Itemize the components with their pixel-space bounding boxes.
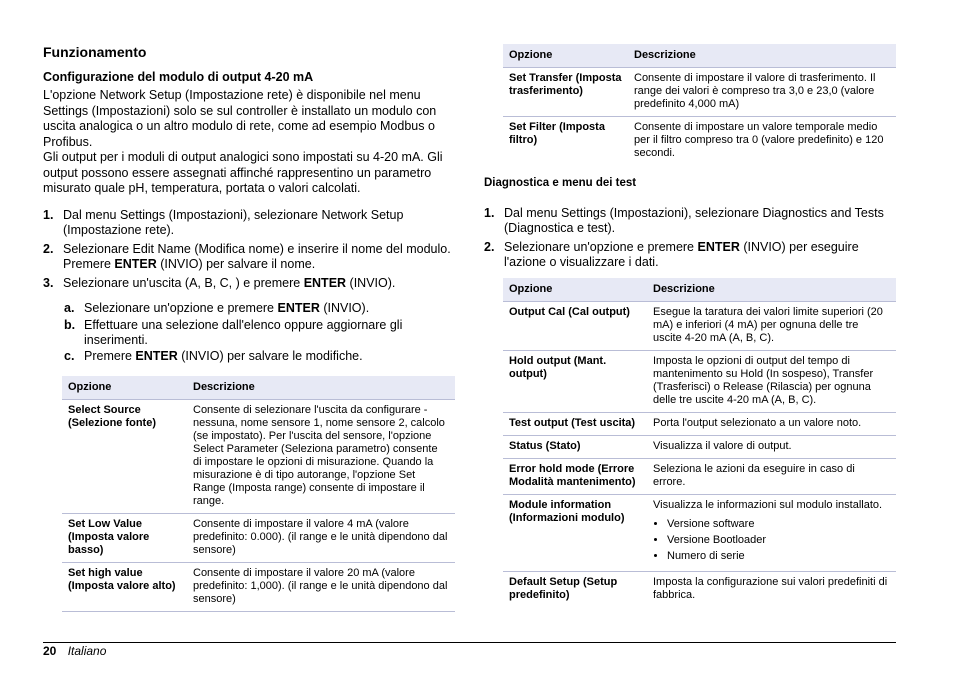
column-header: Descrizione	[628, 44, 896, 68]
table-row	[503, 413, 896, 436]
substep-text-b: (INVIO).	[319, 301, 370, 315]
step-text: Dal menu Settings (Impostazioni), selezionare Network Setup (Impostazione rete).	[63, 208, 404, 237]
section-heading: Funzionamento	[43, 44, 147, 60]
option-name: Select Source (Selezione fonte)	[62, 400, 187, 514]
footer-divider	[43, 642, 896, 643]
step-key: ENTER	[114, 257, 157, 271]
step-number: 3.	[43, 276, 54, 290]
option-description: Visualizza il valore di output.	[647, 436, 896, 459]
step-2	[43, 242, 455, 274]
option-name: Test output (Test uscita)	[503, 413, 647, 436]
table-row	[62, 400, 455, 514]
option-description: Imposta le opzioni di output del tempo di mantenimento su Hold (In sospeso), Transfer (Trasferisci) o Release (Rilascia) per ognuna delle tre uscite 4-20 mA (A, B, C).	[647, 351, 896, 413]
table-row	[503, 351, 896, 413]
list-item: • Versione Bootloader	[667, 534, 890, 547]
substep-key: ENTER	[277, 301, 320, 315]
step-text-b: (INVIO).	[346, 276, 396, 290]
option-name: Default Setup (Setup predefinito)	[509, 576, 618, 601]
option-description: Porta l'output selezionato a un valore noto.	[647, 413, 896, 436]
substep-a	[64, 301, 455, 317]
substep-text	[84, 301, 455, 316]
option-name: Set Low Value (Imposta valore basso)	[62, 514, 187, 563]
option-name: Module information (Informazioni modulo)	[503, 495, 647, 572]
step-3	[43, 276, 455, 292]
substep-letter: c.	[64, 349, 75, 363]
option-description: Consente di impostare il valore 4 mA (valore predefinito: 0.000). (il range e le unità dipendono dal sensore)	[187, 514, 455, 563]
output-paragraph: Gli output per i moduli di output analogici sono impostati su 4-20 mA. Gli output possono essere assegnati affinché rappresentino un parametro misurato quale pH, temperatura, portata o valori calcolati.	[43, 150, 443, 195]
options-table-continued	[503, 44, 896, 165]
option-name: Status (Stato)	[503, 436, 647, 459]
table-row	[503, 572, 896, 608]
option-name: Set high value (Imposta valore alto)	[62, 563, 187, 612]
step-text-b: (INVIO) per salvare il nome.	[156, 257, 316, 271]
step-text-a: Selezionare un'uscita (A, B, C, ) e premere	[63, 276, 304, 290]
list-item: • Numero di serie	[667, 550, 890, 563]
table-row	[503, 302, 896, 351]
table-header-row	[62, 376, 455, 400]
column-header: Descrizione	[647, 278, 896, 302]
substep-text-b: (INVIO) per salvare le modifiche.	[177, 349, 363, 363]
step-number: 1.	[43, 208, 54, 222]
option-description: Esegue la taratura dei valori limite superiori (20 mA) e inferiori (4 mA) per ognuna delle tre uscite 4-20 mA (A, B, C).	[647, 302, 896, 351]
step-number: 2.	[43, 242, 54, 256]
step-text-a: Selezionare un'opzione e premere	[504, 240, 698, 254]
option-name: Set Filter (Imposta filtro)	[509, 121, 605, 146]
column-header: Descrizione	[187, 376, 455, 400]
diagnostics-table	[503, 278, 896, 607]
table-row	[503, 459, 896, 495]
step-number: 1.	[484, 206, 495, 220]
option-name: Hold output (Mant. output)	[503, 351, 647, 413]
table-header-row	[503, 44, 896, 68]
step-text	[504, 240, 896, 270]
option-description: Consente di selezionare l'uscita da configurare - nessuna, nome sensore 1, nome sensore 2, calcolo (se impostato). Per l'uscita del sensore, l'opzione Select Parameter (Seleziona parametro) consente di impostare le opzioni di misurazione. Quando la misurazione è di tipo autorange, l'opzione Set Range (Imposta range) consente di impostare il range.	[187, 400, 455, 514]
substep-key: ENTER	[135, 349, 178, 363]
options-table	[62, 376, 455, 612]
subsection-heading: Diagnostica e menu dei test	[484, 177, 637, 189]
step-text-b: (INVIO) per eseguire l'azione o visualizzare i dati.	[504, 240, 859, 269]
substep-letter: b.	[64, 318, 76, 332]
step-2	[484, 240, 896, 272]
substep-text-a: Premere	[84, 349, 136, 363]
substep-text-a: Selezionare un'opzione e premere	[84, 301, 278, 315]
list-item: • Versione software	[667, 518, 890, 531]
substep-text: Effettuare una selezione dall'elenco oppure aggiornare gli inserimenti.	[84, 318, 403, 347]
bullet-list	[653, 518, 890, 563]
column-header: Opzione	[503, 278, 647, 302]
table-row	[503, 436, 896, 459]
intro-paragraph: L'opzione Network Setup (Impostazione rete) è disponibile nel menu Settings (Impostazioni) solo se sul controller è installato un modulo con uscita analogica o un altro modulo di rete, come ad esempio Modbus o Profibus.	[43, 88, 437, 149]
substep-b	[64, 318, 455, 350]
table-row	[503, 495, 896, 572]
step-key: ENTER	[303, 276, 347, 290]
step-text-a: Selezionare Edit Name (Modifica nome) e inserire il nome del modulo. Premere	[63, 242, 451, 271]
step-1	[484, 206, 896, 238]
option-description-text: Visualizza le informazioni sul modulo installato.	[653, 499, 883, 511]
step-1	[43, 208, 455, 240]
substep-letter: a.	[64, 301, 75, 315]
option-name: Error hold mode (Errore Modalità mantenimento)	[503, 459, 647, 495]
footer-language: Italiano	[67, 644, 107, 658]
substep-c	[64, 349, 455, 365]
option-description: Consente di impostare un valore temporale medio per il filtro compreso tra 0 (valore predefinito) e 120 secondi.	[634, 121, 884, 159]
subsection-heading: Configurazione del modulo di output 4-20 mA	[43, 70, 314, 84]
step-number: 2.	[484, 240, 495, 254]
step-text	[63, 276, 455, 291]
table-header-row	[503, 278, 896, 302]
option-description	[647, 495, 896, 572]
step-key: ENTER	[697, 240, 740, 254]
table-row	[503, 68, 896, 117]
option-description: Imposta la configurazione sui valori predefiniti di fabbrica.	[653, 576, 888, 601]
step-text: Dal menu Settings (Impostazioni), selezionare Diagnostics and Tests (Diagnostica e test).	[504, 206, 884, 235]
step-text	[63, 242, 455, 272]
option-name: Set Transfer (Imposta trasferimento)	[503, 68, 628, 117]
table-row	[62, 563, 455, 612]
option-name: Output Cal (Cal output)	[503, 302, 647, 351]
column-header: Opzione	[62, 376, 187, 400]
option-description: Seleziona le azioni da eseguire in caso di errore.	[647, 459, 896, 495]
page-number: 20	[43, 644, 57, 658]
option-description: Consente di impostare il valore di trasferimento. Il range dei valori è compreso tra 3,0 e 23,0 (valore predefinito 4,000 mA)	[628, 68, 896, 117]
page-footer	[43, 644, 106, 658]
substep-text	[84, 349, 455, 364]
column-header: Opzione	[503, 44, 628, 68]
table-row	[62, 514, 455, 563]
table-row	[503, 117, 896, 166]
option-description: Consente di impostare il valore 20 mA (valore predefinito: 1,000). (il range e le unità dipendono dal sensore)	[187, 563, 455, 612]
